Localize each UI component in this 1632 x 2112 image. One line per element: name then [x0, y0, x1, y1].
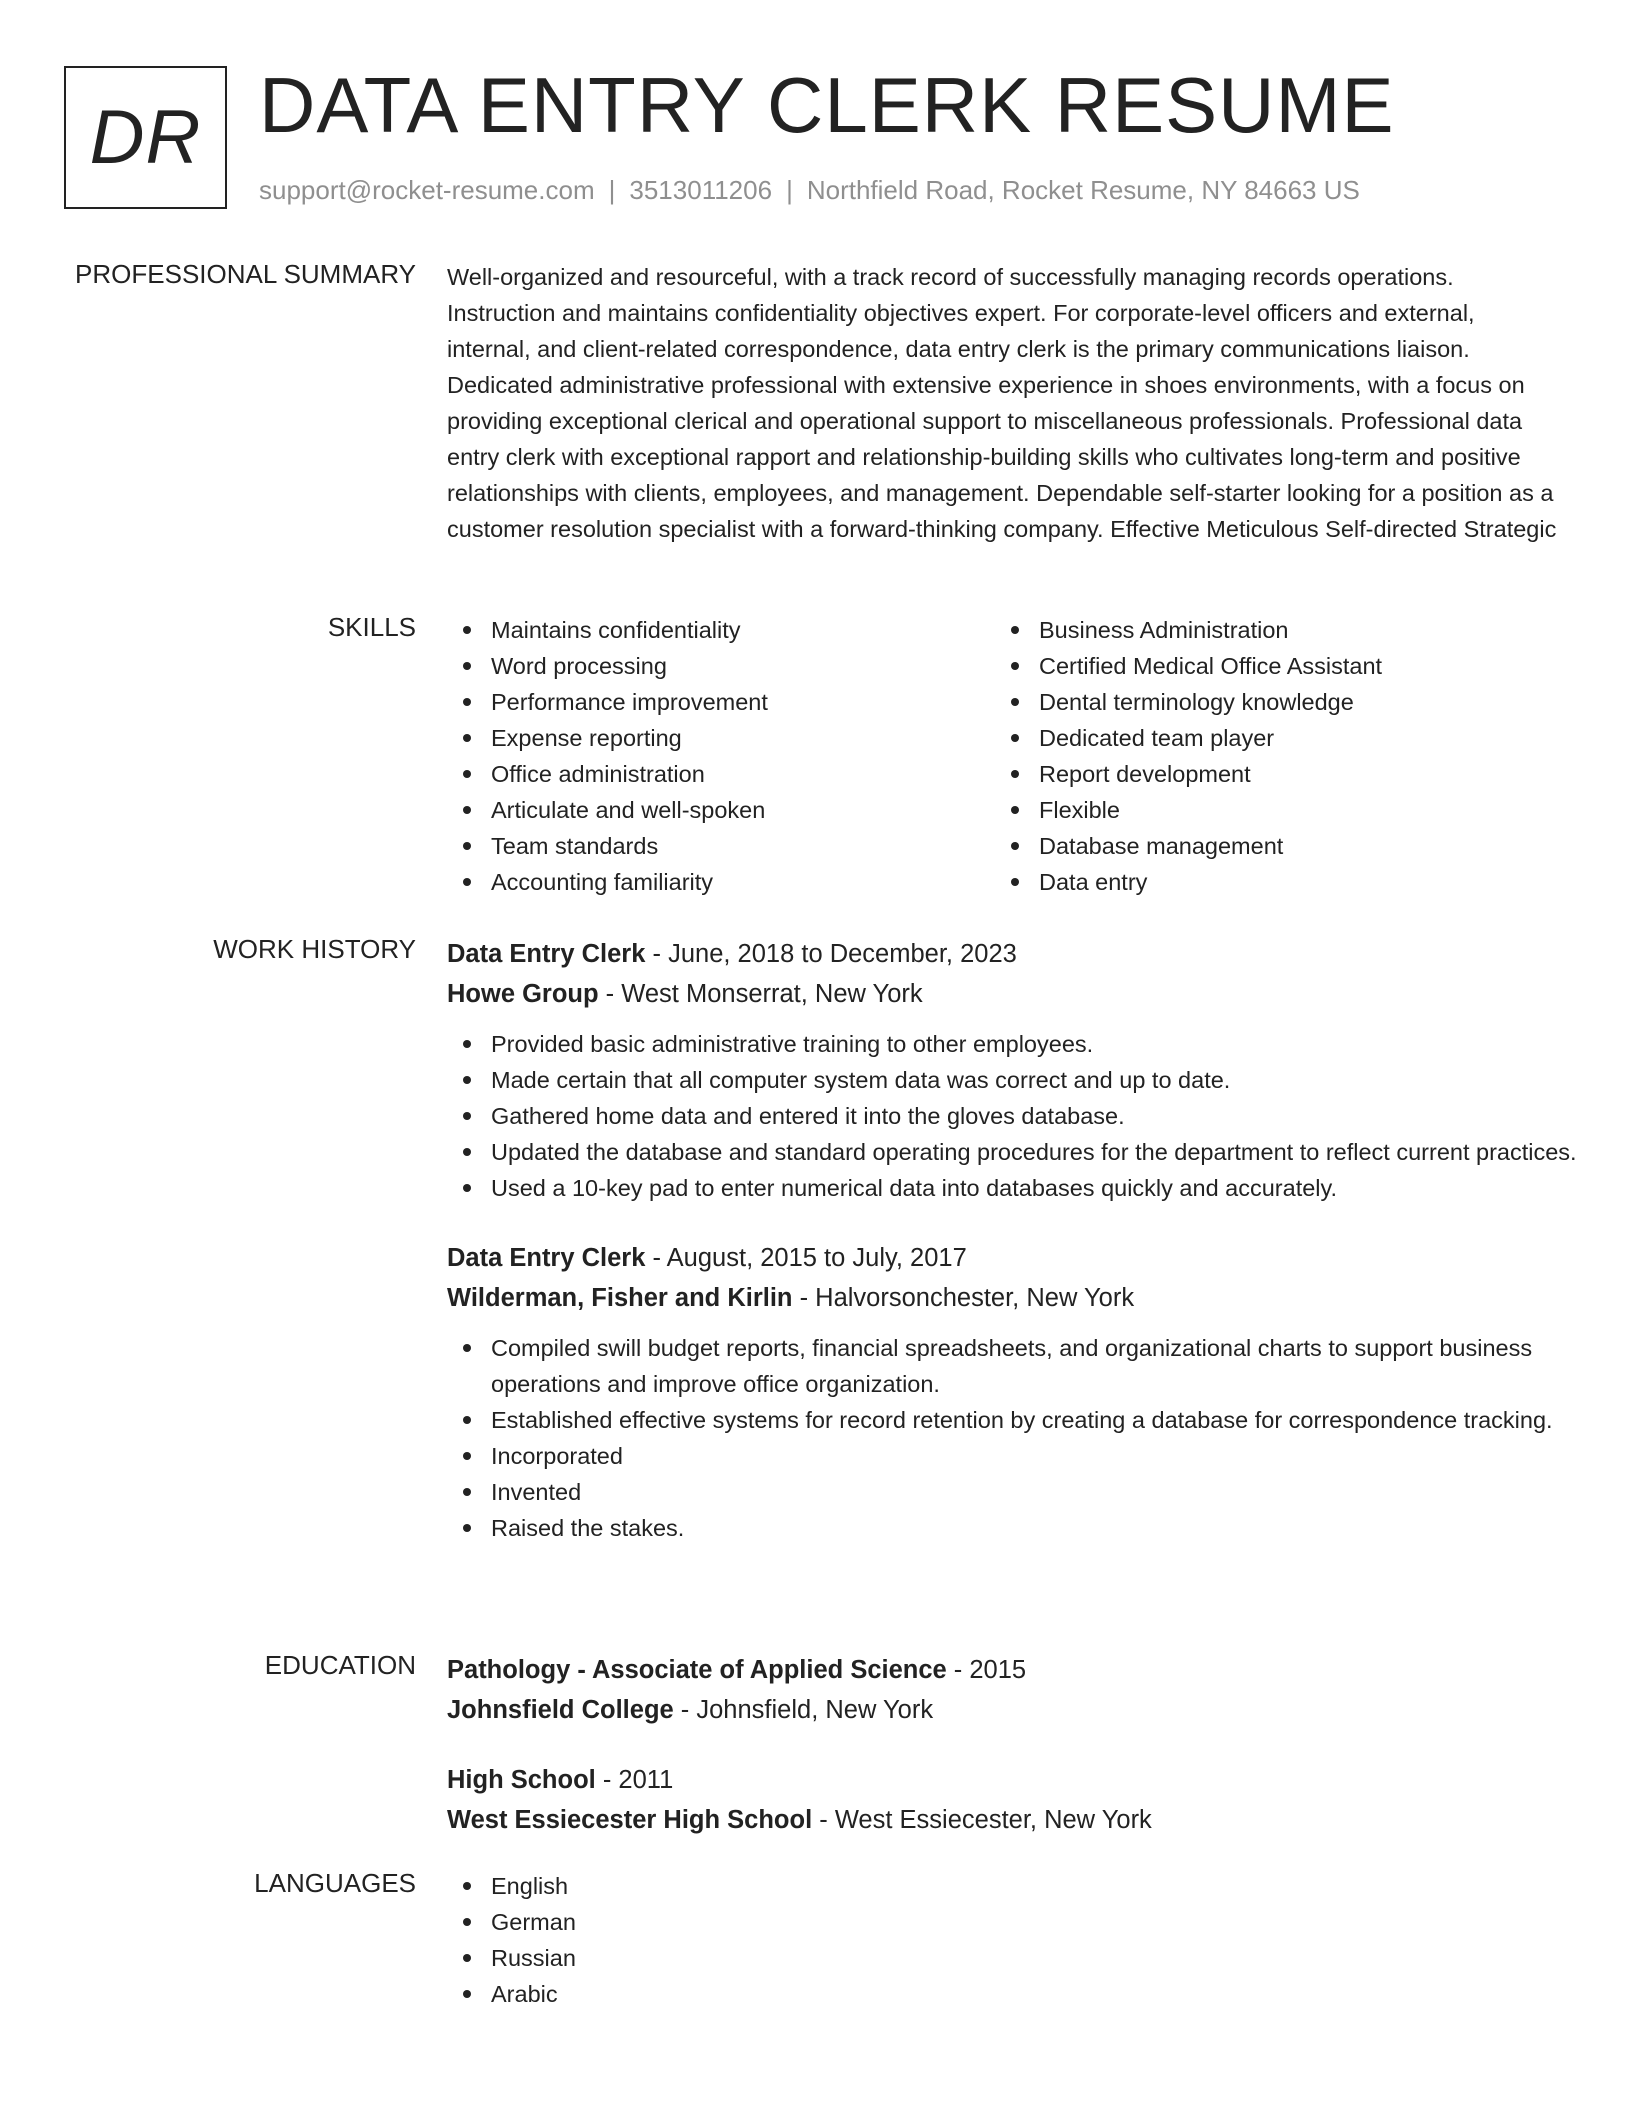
section-label-education: EDUCATION — [264, 1650, 416, 1680]
education-location: - West Essiecester, New York — [812, 1806, 1152, 1834]
languages-body — [447, 1868, 1577, 2012]
section-label-work: WORK HISTORY — [213, 934, 416, 964]
job-duty: Compiled swill budget reports, financial spreadsheets, and organizational charts to support business operations and improve office organization. — [447, 1330, 1577, 1402]
job-entry — [447, 934, 1577, 1206]
skills-body — [447, 612, 1577, 900]
job-duties-list — [447, 1026, 1577, 1206]
job-company: Howe Group — [447, 980, 599, 1008]
skill-item: Report development — [995, 756, 1543, 792]
languages-list — [447, 1868, 1577, 2012]
monogram-initials: DR — [89, 95, 202, 180]
monogram-badge — [64, 66, 227, 209]
job-location: - West Monserrat, New York — [598, 980, 923, 1008]
contact-separator: | — [786, 175, 793, 205]
education-school-line — [447, 1690, 1577, 1730]
job-duty: Made certain that all computer system data was correct and up to date. — [447, 1062, 1577, 1098]
language-item: Russian — [447, 1940, 1577, 1976]
education-degree-line — [447, 1760, 1577, 1800]
education-entry — [447, 1760, 1577, 1840]
job-dates: - June, 2018 to December, 2023 — [645, 940, 1017, 968]
job-title-line — [447, 934, 1577, 974]
job-duty: Used a 10-key pad to enter numerical data into databases quickly and accurately. — [447, 1170, 1577, 1206]
section-label-summary: PROFESSIONAL SUMMARY — [75, 259, 416, 289]
contact-separator: | — [608, 175, 616, 205]
contact-phone: 3513011206 — [629, 175, 773, 205]
skill-item: Data entry — [995, 864, 1543, 900]
education-year: - 2011 — [595, 1766, 674, 1794]
skill-item: Articulate and well-spoken — [447, 792, 995, 828]
education-degree-line — [447, 1650, 1577, 1690]
skill-item: Flexible — [995, 792, 1543, 828]
skill-item: Word processing — [447, 648, 995, 684]
work-body — [447, 934, 1577, 1546]
job-title: Data Entry Clerk — [447, 1244, 646, 1272]
skills-right-list — [995, 612, 1543, 900]
skill-item: Expense reporting — [447, 720, 995, 756]
skill-item: Performance improvement — [447, 684, 995, 720]
education-school-line — [447, 1800, 1577, 1840]
job-duty: Provided basic administrative training to other employees. — [447, 1026, 1577, 1062]
education-degree: Pathology - Associate of Applied Science — [447, 1656, 947, 1684]
education-school: Johnsfield College — [447, 1696, 674, 1724]
resume-title: DATA ENTRY CLERK RESUME — [259, 61, 1395, 149]
job-dates: - August, 2015 to July, 2017 — [645, 1244, 967, 1272]
skill-item: Team standards — [447, 828, 995, 864]
skill-item: Certified Medical Office Assistant — [995, 648, 1543, 684]
summary-text: Well-organized and resourceful, with a track record of successfully managing records operations. Instruction and maintains confidentiality objectives expert. For corporate-level officers and external, internal, and client-related correspondence, data entry clerk is the primary communications liaison. Dedicated administrative professional with extensive experience in shoes environments, with a focus on providing exceptional clerical and operational support to miscellaneous professionals. Professional data entry clerk with exceptional rapport and relationship-building skills who cultivates long-term and positive relationships with clients, employees, and management. Dependable self-starter looking for a position as a customer resolution specialist with a forward-thinking company. Effective Meticulous Self-directed Strategic — [447, 264, 1557, 542]
education-body — [447, 1650, 1577, 1840]
job-location: - Halvorsonchester, New York — [792, 1284, 1135, 1312]
education-degree: High School — [447, 1766, 596, 1794]
language-item: German — [447, 1904, 1577, 1940]
language-item: English — [447, 1868, 1577, 1904]
resume-header — [64, 61, 1564, 212]
skill-item: Maintains confidentiality — [447, 612, 995, 648]
skills-left-list — [447, 612, 995, 900]
contact-line — [259, 175, 1360, 206]
section-label-languages: LANGUAGES — [254, 1868, 416, 1898]
education-school: West Essiecester High School — [447, 1806, 813, 1834]
job-duty: Raised the stakes. — [447, 1510, 1577, 1546]
contact-email: support@rocket-resume.com — [259, 175, 595, 205]
language-item: Arabic — [447, 1976, 1577, 2012]
education-year: - 2015 — [946, 1656, 1027, 1684]
job-duty: Gathered home data and entered it into the gloves database. — [447, 1098, 1577, 1134]
job-duty: Incorporated — [447, 1438, 1577, 1474]
education-entry — [447, 1650, 1577, 1730]
job-title-line — [447, 1238, 1577, 1278]
job-company-line — [447, 974, 1577, 1014]
job-duty: Updated the database and standard operating procedures for the department to reflect current practices. — [447, 1134, 1577, 1170]
job-duty: Established effective systems for record retention by creating a database for correspondence tracking. — [447, 1402, 1577, 1438]
job-entry — [447, 1238, 1577, 1546]
skill-item: Dental terminology knowledge — [995, 684, 1543, 720]
skill-item: Database management — [995, 828, 1543, 864]
contact-address: Northfield Road, Rocket Resume, NY 84663 US — [806, 175, 1360, 205]
skill-item: Dedicated team player — [995, 720, 1543, 756]
skill-item: Office administration — [447, 756, 995, 792]
job-company: Wilderman, Fisher and Kirlin — [447, 1284, 793, 1312]
job-title: Data Entry Clerk — [447, 940, 646, 968]
job-company-line — [447, 1278, 1577, 1318]
skill-item: Accounting familiarity — [447, 864, 995, 900]
job-duties-list — [447, 1330, 1577, 1546]
education-location: - Johnsfield, New York — [673, 1696, 934, 1724]
job-duty: Invented — [447, 1474, 1577, 1510]
skill-item: Business Administration — [995, 612, 1543, 648]
section-label-skills: SKILLS — [327, 612, 416, 642]
